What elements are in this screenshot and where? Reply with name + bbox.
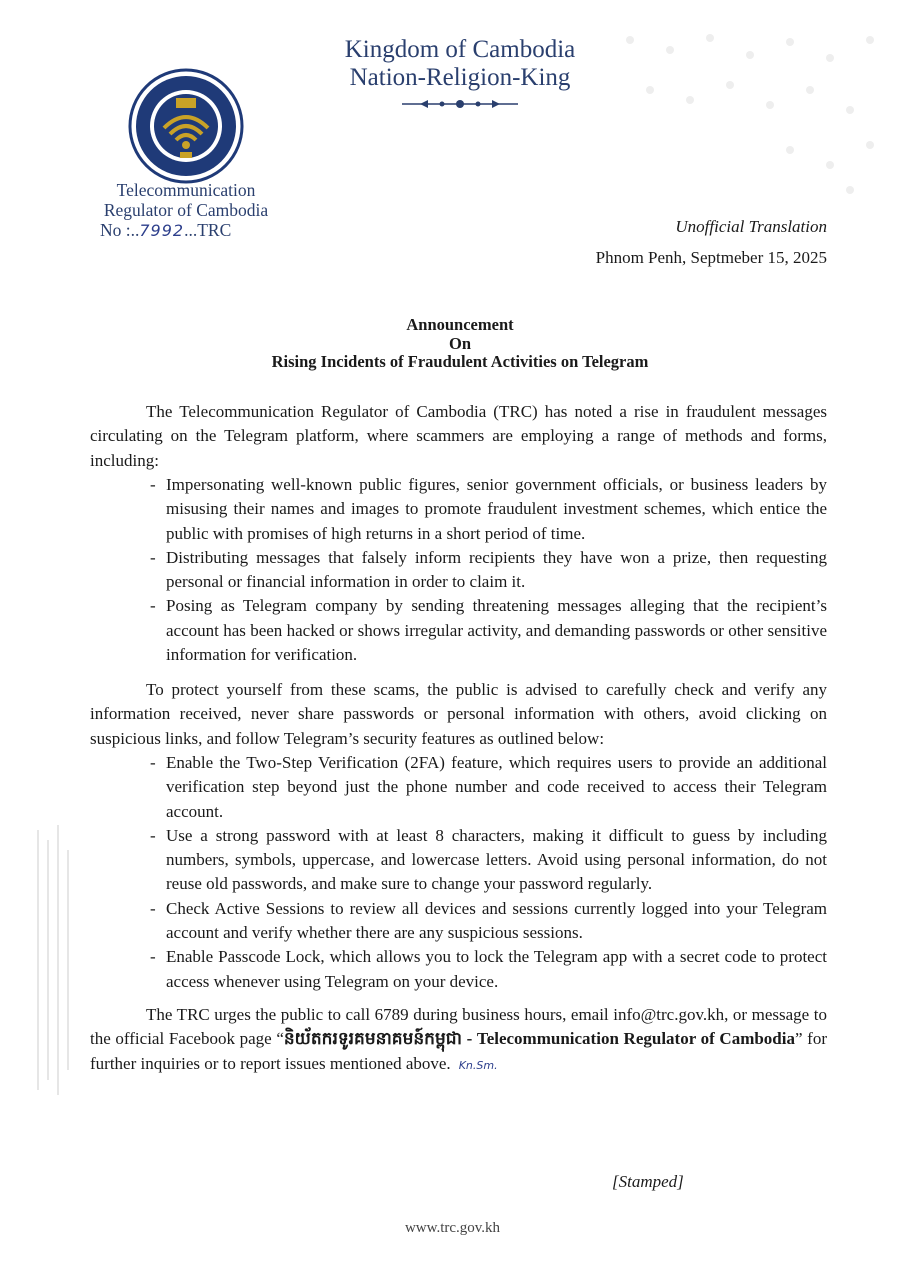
facebook-page-name: Telecommunication Regulator of Cambodia	[476, 1029, 795, 1049]
ornament-divider	[400, 97, 520, 111]
list-item: - Check Active Sessions to review all devices and sessions currently logged into your Telegram account and verify whether there are any suspicious sessions.	[150, 898, 827, 943]
reference-suffix: ...TRC	[184, 220, 232, 240]
translation-note: Unofficial Translation	[675, 217, 827, 236]
footer-url: www.trc.gov.kh	[404, 1220, 501, 1236]
handwritten-initials: Kn.Sm.	[458, 1058, 498, 1072]
reference-value: 7992	[139, 221, 185, 240]
list-item: - Distributing messages that falsely inform recipients they have won a prize, then requesting personal or financial information in order to claim it.	[150, 547, 827, 592]
closing-text-part1: The TRC urges the public to call 6789 during business hours, email info@trc.gov.kh, or message to the official Facebook page “	[90, 1005, 827, 1049]
sender-organization	[86, 180, 286, 220]
kingdom-header	[290, 36, 630, 92]
features-list	[150, 751, 827, 994]
reference-prefix: No :..	[100, 220, 140, 240]
dateline: Phnom Penh, Septmeber 15, 2025	[595, 248, 827, 267]
title-line1: Announcement	[406, 315, 514, 334]
advice-paragraph	[90, 678, 827, 751]
closing-text-part2: ” for further inquiries or to report issues mentioned above.	[90, 1029, 828, 1073]
reference-number	[100, 220, 231, 241]
list-item: - Posing as Telegram company by sending threatening messages alleging that the recipient’s account has been hacked or shows irregular activity, and demanding passwords or other sensitive information for verification.	[150, 596, 827, 665]
methods-list	[150, 473, 827, 667]
sender-org-line1: Telecommunication	[116, 180, 256, 200]
kingdom-title: Kingdom of Cambodia	[344, 36, 576, 63]
announcement-titles	[90, 316, 830, 372]
sender-org-line2: Regulator of Cambodia	[103, 200, 269, 220]
kingdom-motto: Nation-Religion-King	[349, 64, 571, 91]
edge-marks	[28, 820, 88, 1100]
list-item: - Enable Passcode Lock, which allows you to lock the Telegram app with a secret code to protect access whenever using Telegram on your device.	[150, 947, 827, 991]
list-item: - Impersonating well-known public figures, senior government officials, or business leaders by misusing their names and images to promote fraudulent investment schemes, which entice the public with promises of high returns in a short period of time.	[150, 475, 827, 543]
closing-khmer-name: និយ័តករទូរគមនាគមន៍កម្ពុជា -	[283, 1029, 477, 1049]
watermark-pattern	[600, 20, 890, 210]
title-line3: Rising Incidents of Fraudulent Activities on Telegram	[271, 352, 649, 371]
intro-paragraph	[90, 400, 827, 473]
list-item: - Use a strong password with at least 8 characters, making it difficult to guess by including numbers, symbols, uppercase, and lowercase letters. Avoid using personal information, do not reuse old passwords, and make sure to change your password regularly.	[150, 825, 827, 894]
title-line2: On	[448, 333, 471, 353]
advice-text: To protect yourself from these scams, the public is advised to carefully check and verify any information received, never share passwords or personal information with others, avoid clicking on suspicious links, and follow Telegram’s security features as outlined below:	[90, 680, 827, 748]
trc-seal-logo	[128, 68, 244, 184]
intro-text: The Telecommunication Regulator of Cambodia (TRC) has noted a rise in fraudulent messages circulating on the Telegram platform, where scammers are employing a range of methods and forms, including:	[90, 402, 827, 470]
stamped-note: [Stamped]	[612, 1172, 684, 1191]
closing-paragraph	[90, 1003, 827, 1078]
list-item: - Enable the Two-Step Verification (2FA) feature, which requires users to provide an additional verification step beyond just the phone number and code received to access their Telegram account.	[150, 753, 827, 821]
